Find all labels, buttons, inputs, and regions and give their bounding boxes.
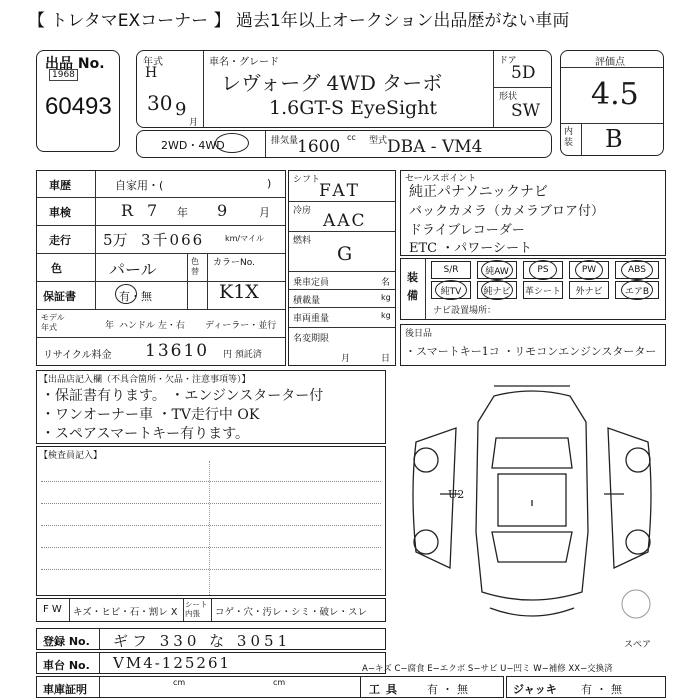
note-line-3: ・スペアスマートキー有ります。 xyxy=(41,426,250,442)
aftermarket-value: ・スマートキー1コ ・リモコンエンジンスターター xyxy=(405,345,657,358)
seat-items: コゲ・穴・汚レ・シミ・破レ・スレ xyxy=(215,607,368,618)
load-unit: kg xyxy=(381,293,391,302)
mileage-unit: km/マイル xyxy=(225,234,264,243)
equip-pw-circle xyxy=(575,260,603,280)
color-value: パール xyxy=(109,260,157,279)
history-suffix: ) xyxy=(267,177,272,190)
spare-label: スペア xyxy=(624,640,652,650)
equip-abs: ABS xyxy=(615,261,659,279)
ac-label: 冷房 xyxy=(293,206,312,216)
jack-label: ジャッキ xyxy=(513,683,557,696)
score-value: 4.5 xyxy=(591,77,639,112)
model-label: 車名・グレード xyxy=(209,57,279,68)
equipment-box xyxy=(400,258,666,320)
color-code-label: カラーNo. xyxy=(213,258,255,268)
doors-value: 5D xyxy=(511,63,536,83)
details-table xyxy=(36,170,286,366)
capacity-unit: 名 xyxy=(381,278,391,288)
shape-label: 形状 xyxy=(499,92,518,102)
jack-value: 有・無 xyxy=(581,683,626,696)
year-value: 30 xyxy=(147,91,173,115)
equip-aw-circle xyxy=(481,260,513,280)
displacement-label: 排気量 xyxy=(271,136,299,146)
navi-location-label: ナビ設置場所： xyxy=(433,306,497,316)
model-year-unit: 年 xyxy=(105,321,115,331)
sales-point-1: 純正パナソニックナビ xyxy=(409,184,549,200)
spec-row xyxy=(136,130,552,158)
lot-number: 60493 xyxy=(45,93,112,120)
inspector-label: 【検査員記入】 xyxy=(39,451,103,461)
spare-tire-icon xyxy=(622,590,650,618)
interior-label: 内装 xyxy=(564,127,574,148)
lot-label: 出品 No. xyxy=(45,56,105,72)
car-diagram xyxy=(396,382,668,632)
inspection-month: 9 xyxy=(217,201,228,220)
certificate-cm-1: cm xyxy=(173,678,186,687)
equip-leather: 革シート xyxy=(523,281,563,299)
tools-label: 工具 xyxy=(369,683,403,696)
history-label: 車歴 xyxy=(49,179,71,192)
inspection-era: R xyxy=(121,201,134,220)
recycle-value: 13610 xyxy=(145,341,210,361)
inspection-label: 車検 xyxy=(49,206,71,219)
capacity-label: 乗車定員 xyxy=(293,278,330,288)
warranty-value: 有・無 xyxy=(119,290,152,303)
type-value: DBA - VM4 xyxy=(387,137,483,157)
aftermarket-label: 後日品 xyxy=(405,329,433,339)
fw-items: キズ・ヒビ・石・割レ X xyxy=(73,607,178,618)
model-year-label: モデル年式 xyxy=(41,313,65,332)
recycle-unit: 円 預託済 xyxy=(223,350,262,360)
registration-label: 登録 No. xyxy=(43,635,90,648)
color-code: K1X xyxy=(219,281,259,303)
seat-label: シート 内張 xyxy=(185,600,208,618)
header-title: 【 トレタマEXコーナー 】 過去1年以上オークション出品歴がない車両 xyxy=(28,11,570,31)
sales-point-2: バックカメラ（カメラブロア付） xyxy=(409,204,605,219)
name-change-label: 名変期限 xyxy=(293,334,330,344)
fuel-label: 燃料 xyxy=(293,236,312,246)
load-label: 積載量 xyxy=(293,296,321,306)
registration-row xyxy=(36,628,386,650)
equip-ps: PS xyxy=(523,261,563,279)
note-line-1: ・保証書有ります。 ・エンジンスターター付 xyxy=(41,388,324,404)
shift-value: FAT xyxy=(319,181,362,201)
fw-label: F W xyxy=(43,604,62,615)
equip-tv: 純TV xyxy=(431,281,471,299)
lot-box xyxy=(36,50,120,152)
equip-ext-navi: 外ナビ xyxy=(569,281,609,299)
mileage-label: 走行 xyxy=(49,234,71,247)
equip-tv-circle xyxy=(435,280,467,300)
chassis-value: VM4-125261 xyxy=(113,654,232,672)
inspector-box xyxy=(36,446,386,596)
dealer-label: ディーラー・並行 xyxy=(205,321,277,331)
drive-4wd-circle xyxy=(215,133,249,153)
year-label: 年式 xyxy=(143,57,163,68)
interior-value: B xyxy=(605,125,623,153)
tools-box xyxy=(360,676,504,698)
weight-label: 車両重量 xyxy=(293,314,330,324)
fuel-value: G xyxy=(337,243,353,265)
sales-point-4: ETC ・パワーシート xyxy=(409,241,532,256)
vehicle-box xyxy=(136,50,552,128)
color-label: 色 xyxy=(51,262,62,275)
model-name-1: レヴォーグ 4WD ターボ xyxy=(221,71,443,95)
certificate-cm-2: cm xyxy=(273,678,286,687)
history-value: 自家用・( xyxy=(115,179,164,192)
equip-pw: PW xyxy=(569,261,609,279)
displacement-unit: cc xyxy=(347,133,356,142)
chassis-label: 車台 No. xyxy=(43,659,90,672)
color-change-label: 色替 xyxy=(191,257,199,276)
shape-value: SW xyxy=(511,101,541,121)
certificate-label: 車庫証明 xyxy=(43,683,87,696)
equip-airbag-circle xyxy=(621,280,653,300)
inspection-year-unit: 年 xyxy=(177,206,188,219)
warranty-circle xyxy=(115,284,137,304)
equip-abs-circle xyxy=(621,260,653,280)
ac-value: AAC xyxy=(323,211,367,231)
equip-navi-circle xyxy=(481,280,513,300)
name-change-month: 月 xyxy=(341,354,351,364)
model-name-2: 1.6GT-S EyeSight xyxy=(269,97,438,119)
name-change-day: 日 xyxy=(381,354,391,364)
doors-label: ドア xyxy=(499,56,517,66)
diagram-mark: U2 xyxy=(448,488,465,501)
equip-navi: 純ナビ xyxy=(477,281,517,299)
damage-legend: A−キズ C−腐食 E−エクボ S−サビ U−凹ミ W−補修 XX−交換済 xyxy=(362,664,613,674)
note-line-2: ・ワンオーナー車 ・TV走行中 OK xyxy=(41,407,260,423)
jack-box xyxy=(506,676,666,698)
drive-options: 2WD・4WD xyxy=(161,139,225,152)
certificate-row xyxy=(36,676,386,698)
year-month: 9 xyxy=(175,99,187,120)
recycle-label: リサイクル料金 xyxy=(43,350,112,361)
handle-label: ハンドル 左・右 xyxy=(119,321,185,331)
notes-label: 【出品店記入欄（不具合箇所・欠品・注意事項等）】 xyxy=(39,375,251,385)
mileage-man: 5万 xyxy=(103,231,128,249)
warranty-label: 保証書 xyxy=(43,290,76,303)
fw-row xyxy=(36,598,386,622)
inspection-month-unit: 月 xyxy=(259,206,270,219)
mid-table xyxy=(288,170,396,366)
registration-value: ギフ 330 な 3051 xyxy=(113,632,292,650)
equip-airbag: エアB xyxy=(615,281,659,299)
sales-points-label: セールスポイント xyxy=(405,174,477,184)
inspection-year: 7 xyxy=(147,201,158,220)
tools-value: 有・無 xyxy=(427,683,472,696)
equip-ps-circle xyxy=(529,260,557,280)
equip-aw: 純AW xyxy=(477,261,517,279)
lot-sub: 1968 xyxy=(49,69,78,81)
type-label: 型式 xyxy=(369,136,388,146)
shift-label: シフト xyxy=(293,175,321,185)
notes-box xyxy=(36,370,386,444)
weight-unit: kg xyxy=(381,311,391,320)
chassis-row xyxy=(36,652,386,674)
equip-sr: S/R xyxy=(431,261,471,279)
equipment-label: 装備 xyxy=(407,271,418,302)
score-label: 評価点 xyxy=(595,57,625,68)
mileage-digits: 3千066 xyxy=(141,231,205,249)
year-era: H xyxy=(145,65,158,81)
score-box xyxy=(560,50,664,156)
displacement-value: 1600 xyxy=(297,137,341,157)
aftermarket-box xyxy=(400,324,666,366)
sales-points-box xyxy=(400,170,666,256)
year-month-unit: 月 xyxy=(189,118,199,128)
sales-point-3: ドライブレコーダー xyxy=(409,223,525,238)
